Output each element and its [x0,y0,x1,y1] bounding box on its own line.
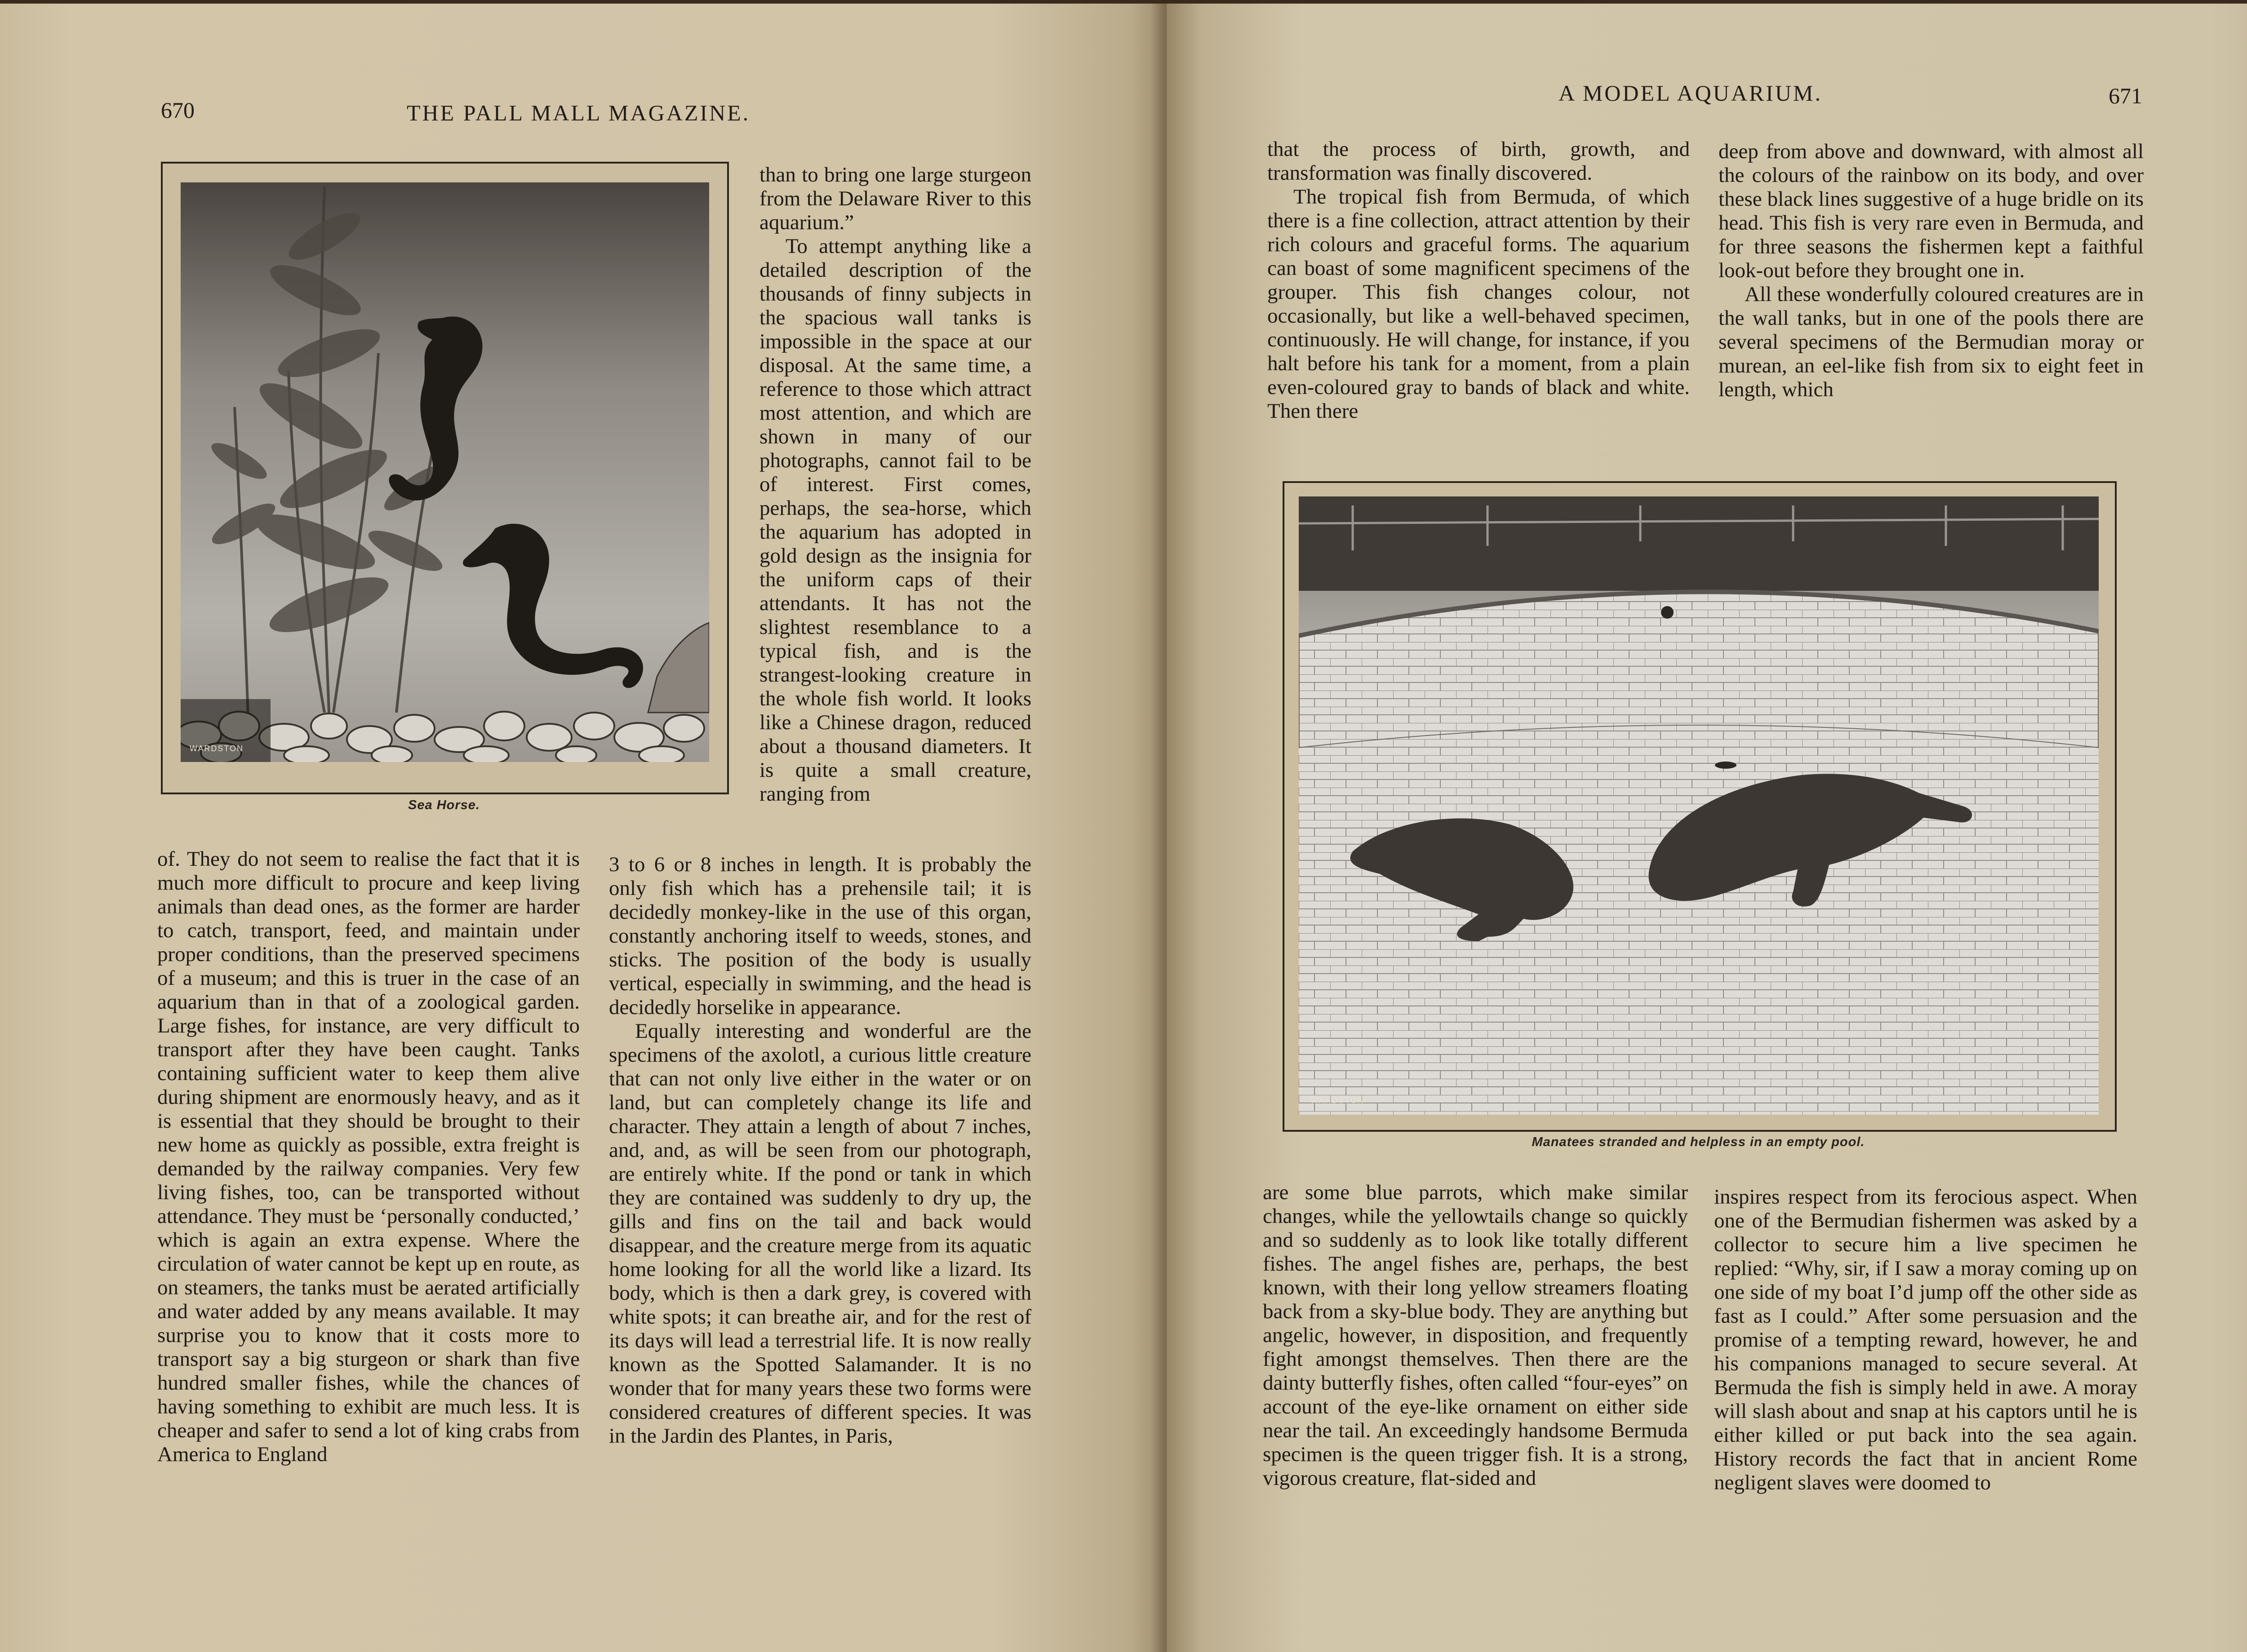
photo-credit-right: WARDSTON [1310,1096,1365,1105]
sea-horse-photo [181,182,709,762]
manatees-figure [1283,481,2117,1132]
manatees-illustration [1299,496,2099,1115]
paragraph: deep from above and downward, with almost all the colours of the rainbow on its body, and over these black lines suggestive of a huge bridle on its head. This fish is very rare even in Bermuda, and for three seasons the fishermen kept a faithful look-out before they brought one in. [1719,140,2144,282]
paragraph: 3 to 6 or 8 inches in length. It is probably the only fish which has a prehensile tail; it is decidedly monkey-like in the use of this organ, constantly anchoring itself to weeds, stones, and sticks. The position of the body is usually vertical, especially in swimming, and the head is decidedly horselike in appearance. [609,853,1031,1019]
paragraph: of. They do not seem to realise the fact that it is much more difficult to procure and keep living animals than dead ones, as the former are harder to catch, transport, feed, and maintain under proper conditions, than the preserved specimens of a museum; and this is truer in the case of an aquarium than in that of a zoological garden. Large fishes, for instance, are very difficult to transport after they have been caught. Tanks containing sufficient water to keep them alive during shipment are enormously heavy, and as it is essential that they should be brought to their new home as quickly as possible, extra freight is demanded by the railway companies. Very few living fishes, too, can be transported without attendance. They must be ‘personally conducted,’ which is again an extra expense. Where the circulation of water cannot be kept up en route, as on steamers, the tanks must be aerated artificially and water added by any means available. It may surprise you to know that it costs more to transport say a big sturgeon or shark than five hundred smaller fishes, while the chances of having something to exhibit are much less. It is cheaper and safer to send a lot of king crabs from America to England [157,847,580,1466]
page-number-right: 671 [2109,83,2142,108]
right-page-bottom-left-column [1263,1181,1688,1585]
right-page-top-left-column [1267,137,1690,452]
manatees-photo [1299,496,2099,1115]
page-number-left: 670 [161,97,195,123]
photo-credit-left: WARDSTON [190,744,244,753]
paragraph: To attempt anything like a detailed description of the thousands of finny subjects in the spacious wall tanks is impossible in the space at our disposal. At the same time, a reference to those which attract most attention, and which are shown in many of our photographs, cannot fail to be of interest. First comes, perhaps, the sea-horse, which the aquarium has adopted in gold design as the insignia for the uniform caps of their attendants. It has not the slightest resemblance to a typical fish, and is the strangest-looking creature in the whole fish world. It looks like a Chinese dragon, reduced about a thousand diameters. It is quite a small creature, ranging from [759,235,1031,806]
left-page-right-column-bottom [609,853,1031,1572]
paragraph: The tropical fish from Bermuda, of which there is a fine collection, attract attention by their rich colours and graceful forms. The aquarium can boast of some magnificent specimens of the grouper. This fish changes colour, not occasionally, but like a well-behaved specimen, continuously. He will change, for instance, if you halt before his tank for a moment, from a plain even-coloured gray to bands of black and white. Then there [1267,185,1690,423]
paragraph: Equally interesting and wonderful are the specimens of the axolotl, a curious little creature that can not only live either in the water or on land, but can completely change its life and character. They attain a length of about 7 inches, and, and, as will be seen from our photograph, are entirely white. If the pond or tank in which they are contained was suddenly to dry up, the gills and fins on the tail and back would disappear, and the creature merge from its aquatic home looking for all the world like a lizard. Its body, which is then a dark grey, is covered with white spots; it can breathe air, and for the rest of its days will lead a terrestrial life. It is now really known as the Spotted Salamander. It is no wonder that for many years these two forms were considered creatures of different species. It was in the Jardin des Plantes, in Paris, [609,1019,1031,1448]
paragraph: are some blue parrots, which make similar changes, while the yellowtails change so quickly and so suddenly as to look like totally different fishes. The angel fishes are, perhaps, the best known, with their long yellow streamers floating back from a sky-blue body. They are anything but angelic, however, in disposition, and frequently fight amongst themselves. Then there are the dainty butterfly fishes, often called “four-eyes” on account of the eye-like ornament on either side near the tail. An exceedingly handsome Bermuda specimen is the queen trigger fish. It is a strong, vigorous creature, flat-sided and [1263,1181,1688,1490]
paragraph: than to bring one large sturgeon from the Delaware River to this aquarium.” [759,163,1031,234]
right-page-bottom-right-column [1714,1185,2137,1585]
running-head-right: A MODEL AQUARIUM. [1559,80,1822,106]
paragraph: that the process of birth, growth, and transformation was finally discovered. [1267,137,1690,185]
running-head-left: THE PALL MALL MAGAZINE. [407,100,750,125]
sea-horse-illustration [181,182,709,762]
sea-horse-caption: Sea Horse. [408,798,480,812]
paragraph: inspires respect from its ferocious aspect. When one of the Bermudian fishermen was asked by a collector to secure him a live specimen he replied: “Why, sir, if I saw a moray coming up on one side of my boat I’d jump off the other side as fast as I could.” After some persuasion and the promise of a tempting reward, however, he and his companions managed to secure several. At Bermuda the fish is simply held in awe. A moray will slash about and snap at his captors until he is either killed or put back into the sea again. History records the fact that in ancient Rome negligent slaves were doomed to [1714,1185,2137,1494]
left-page [0,4,1167,1652]
right-page [1167,4,2247,1652]
left-page-right-column-top [759,163,1031,850]
sea-horse-figure [161,162,729,794]
manatees-caption: Manatees stranded and helpless in an empty pool. [1532,1135,1865,1149]
right-page-top-right-column [1719,140,2144,454]
left-page-left-column [157,847,580,1575]
paragraph: All these wonderfully coloured creatures are in the wall tanks, but in one of the pools there are several specimens of the Bermudian moray or murean, an eel-like fish from six to eight feet in length, which [1719,283,2144,401]
